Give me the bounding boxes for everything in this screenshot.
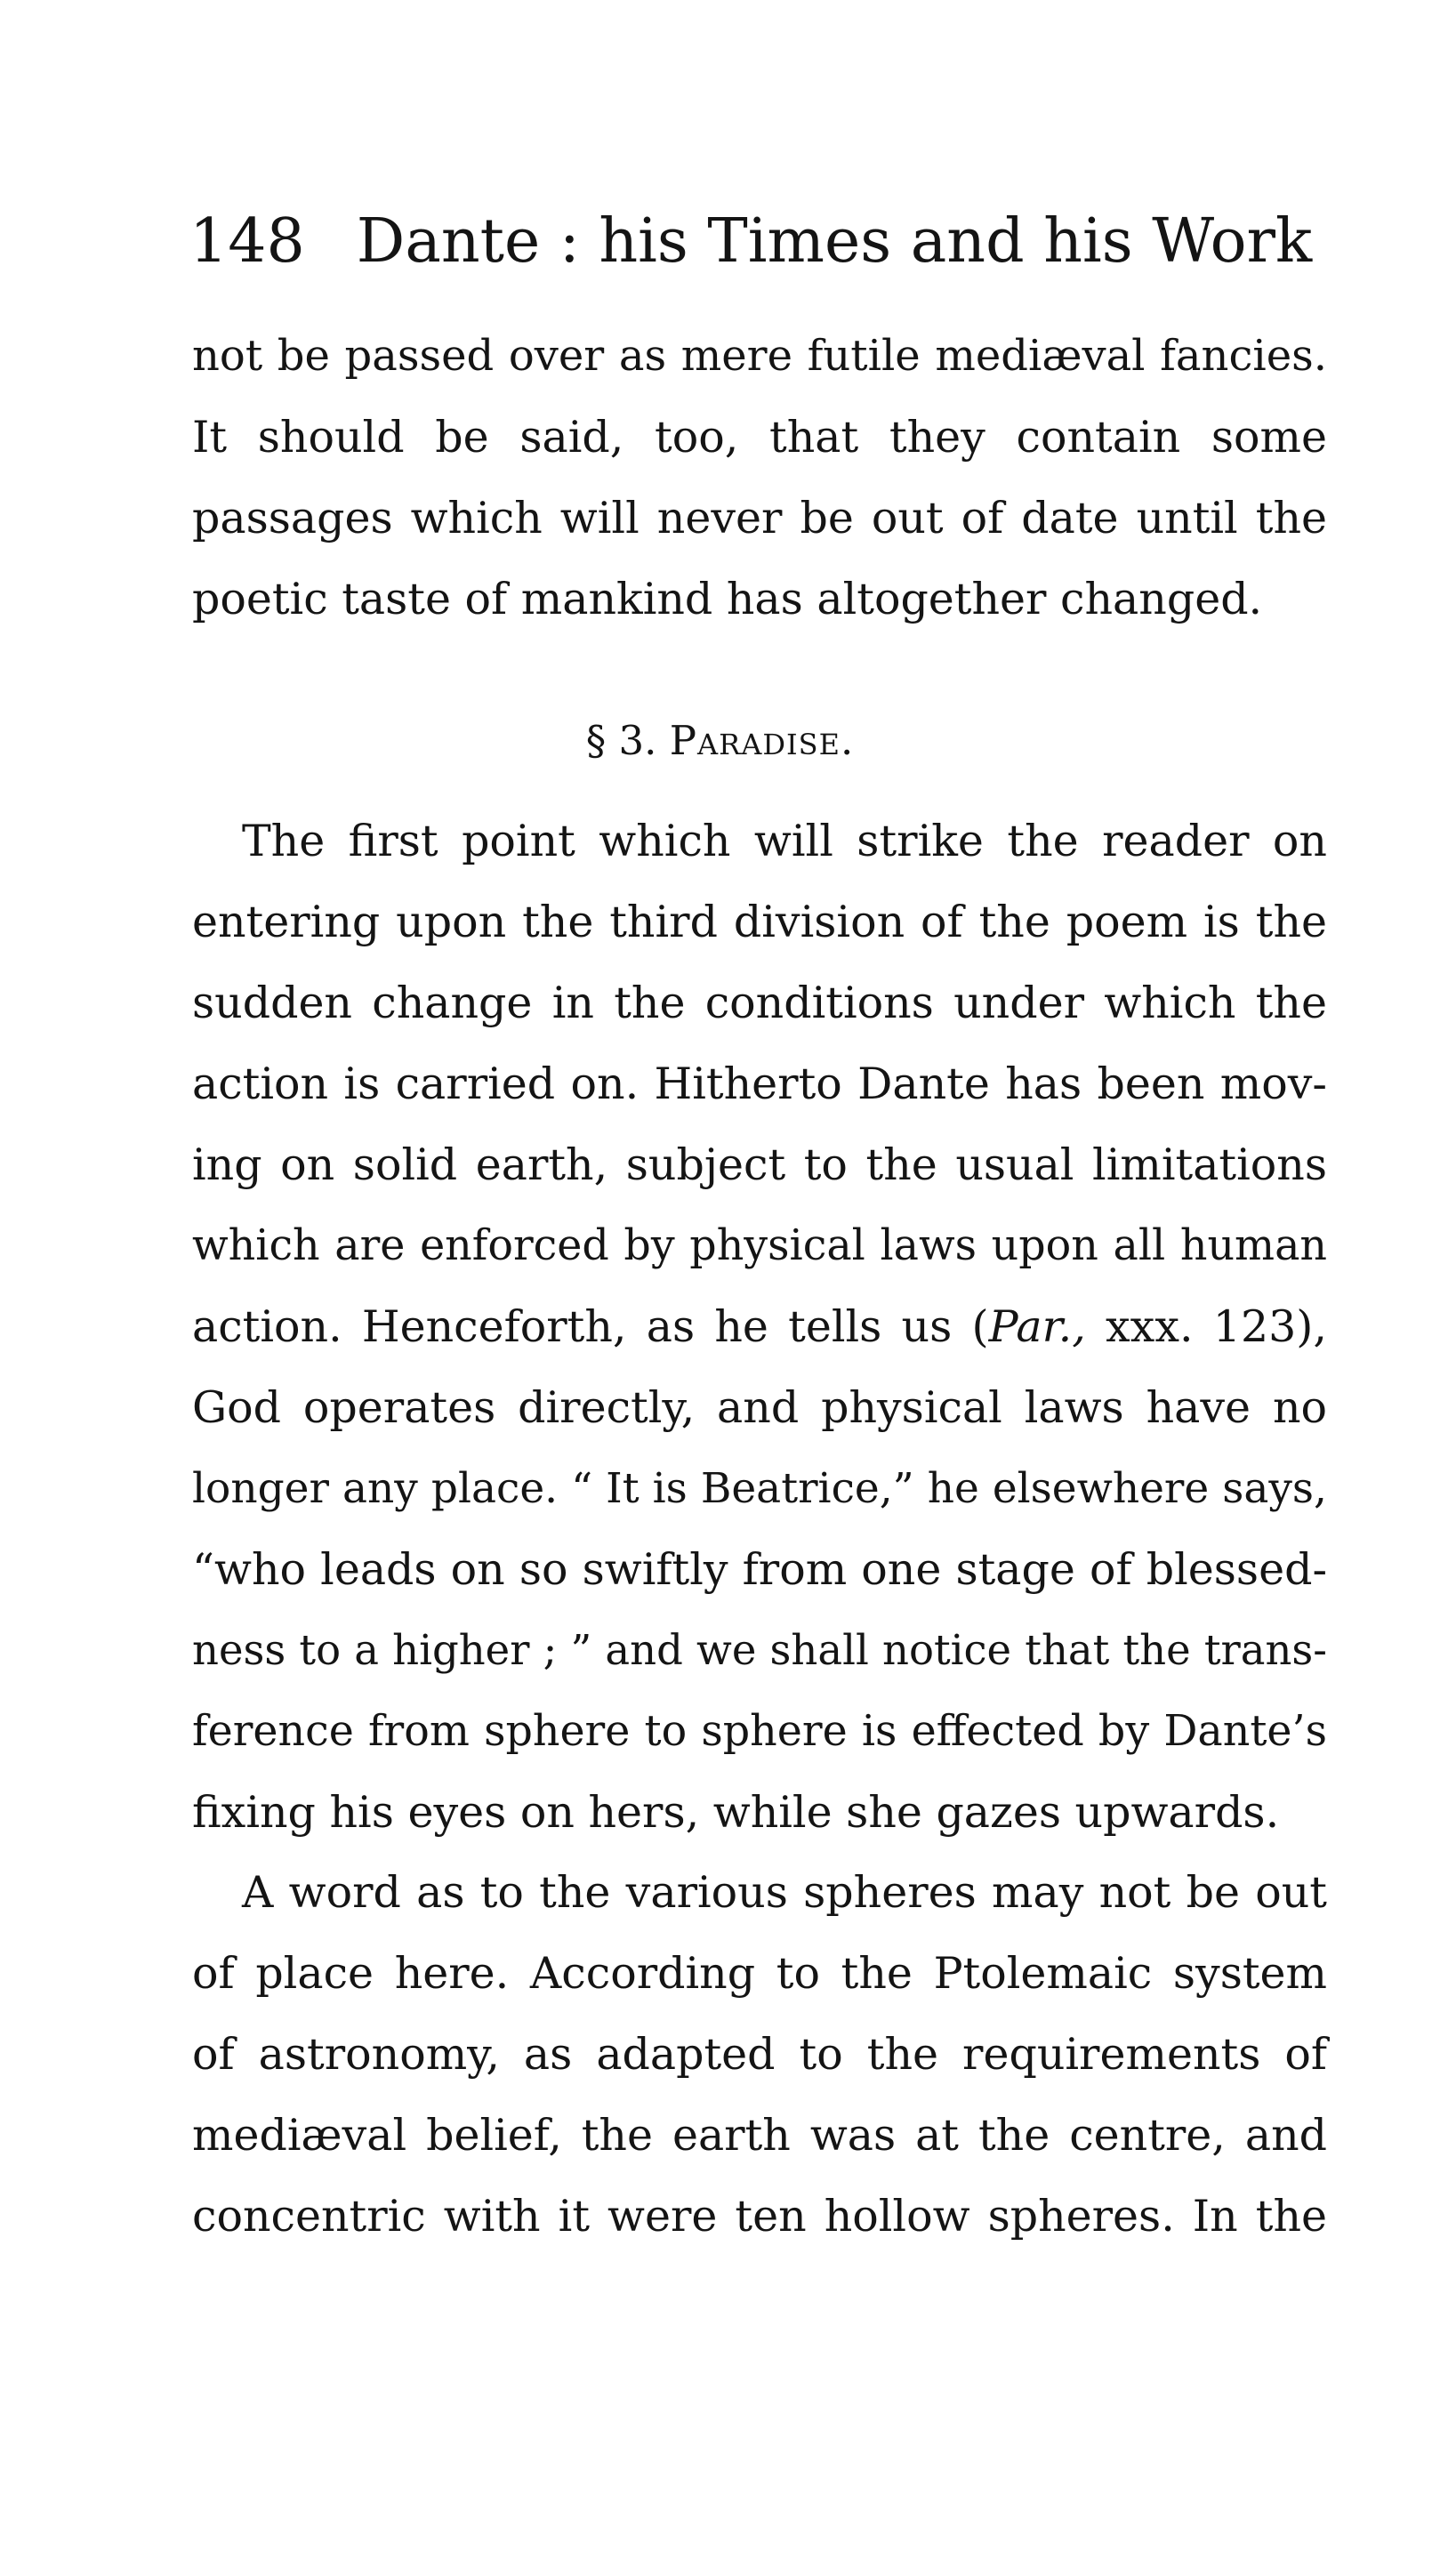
text-line: action is carried on. Hitherto Dante has been mov- (192, 1059, 1327, 1109)
text-line: sudden change in the conditions under which the (192, 978, 1327, 1028)
text-line: action. Henceforth, as he tells us (Par., xxx. 123), (192, 1301, 1327, 1352)
text-line: which are enforced by physical laws upon all human (192, 1221, 1327, 1270)
paragraph-continued (192, 316, 1327, 640)
citation-abbreviation: Par., (988, 1301, 1086, 1352)
paragraph-spheres (192, 1852, 1327, 2257)
text-line: ference from sphere to sphere is effected by Dante’s (192, 1707, 1327, 1756)
text-line: fixing his eyes on hers, while she gazes upwards. (192, 1787, 1280, 1838)
text-line: God operates directly, and physical laws have no (192, 1382, 1327, 1433)
text-line: concentric with it were ten hollow spheres. In the (192, 2191, 1327, 2242)
text-line: entering upon the third division of the poem is the (192, 897, 1327, 947)
paragraph-transition (192, 801, 1327, 1853)
text-line: longer any place. “ It is Beatrice,” he elsewhere says, (192, 1464, 1327, 1513)
text-line: of place here. According to the Ptolemaic system (192, 1948, 1327, 1999)
text-line: It should be said, too, that they contain some (192, 412, 1327, 463)
text-line: poetic taste of mankind has altogether changed. (192, 574, 1263, 624)
text-line: of astronomy, as adapted to the requirements of (192, 2029, 1327, 2080)
text-line: not be passed over as mere futile mediæval fancies. (192, 331, 1327, 381)
section-title: Paradise. (669, 717, 855, 764)
text-line: “who leads on so swiftly from one stage of blessed- (192, 1544, 1327, 1595)
text-line: passages which will never be out of date until the (192, 493, 1327, 543)
running-header (189, 197, 1313, 286)
text-line: The first point which will strike the reader on (242, 816, 1327, 866)
page-number: 148 (189, 206, 305, 277)
text-line: A word as to the various spheres may not be out (242, 1867, 1327, 1918)
section-number: § 3. (585, 717, 657, 764)
section-heading (0, 701, 1440, 781)
running-title: Dante : his Times and his Work (356, 206, 1313, 277)
text-line: ing on solid earth, subject to the usual limitations (192, 1139, 1327, 1190)
text-line: mediæval belief, the earth was at the centre, and (192, 2110, 1327, 2161)
text-line: ness to a higher ; ” and we shall notice that the trans- (192, 1626, 1327, 1674)
